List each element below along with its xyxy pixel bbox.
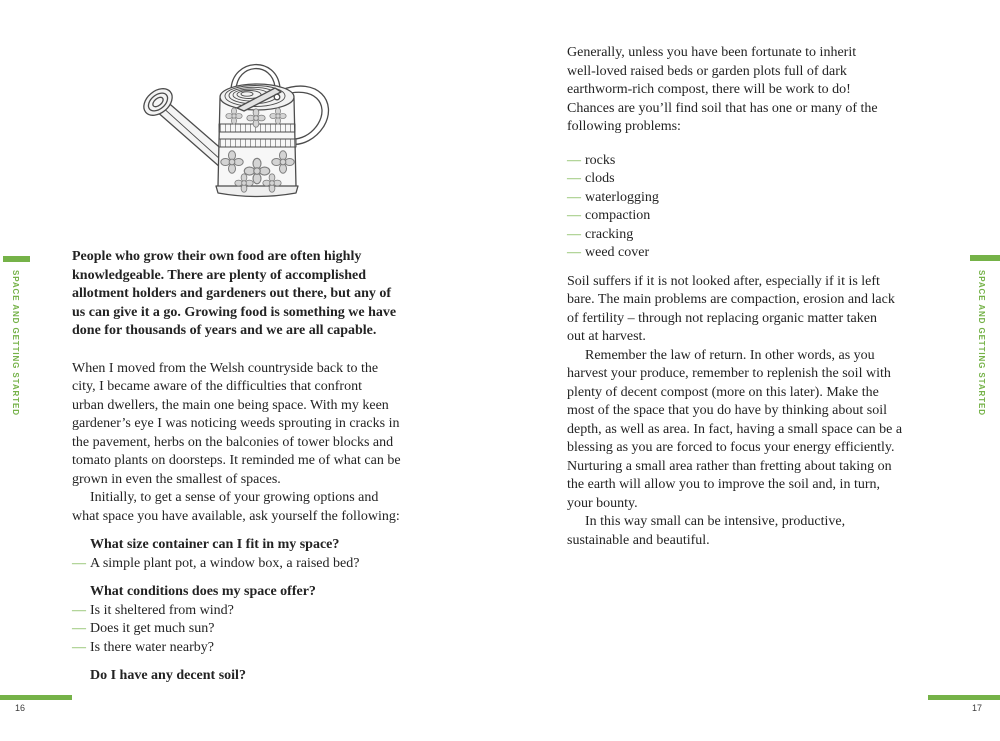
- list-item-text: Is there water nearby?: [90, 639, 214, 655]
- dash-bullet-icon: —: [72, 621, 86, 636]
- list-item-text: waterlogging: [585, 189, 659, 205]
- text-line: most of the space that you do have by thinking about soil: [567, 403, 888, 418]
- list-item-text: cracking: [585, 226, 634, 242]
- dash-bullet-icon: —: [567, 226, 581, 242]
- text-line: Remember the law of return. In other words, as you: [585, 347, 875, 363]
- text-line: us can give it a go. Growing food is something we have: [72, 304, 397, 320]
- text-line: the earth will allow you to improve the soil and, in turn,: [567, 477, 880, 492]
- list-item-text: Is it sheltered from wind?: [90, 602, 234, 618]
- text-line: When I moved from the Welsh countryside back to the: [72, 360, 379, 376]
- question-block-soil: [72, 667, 487, 686]
- list-item: [567, 152, 995, 171]
- text-line: urban dwellers, the main one being space. With my keen: [72, 397, 389, 413]
- left-page-text-column: [72, 248, 487, 686]
- text-line: knowledgeable. There are plenty of accomplished: [72, 267, 366, 283]
- text-line: sustainable and beautiful.: [567, 532, 710, 548]
- text-line: out at harvest.: [567, 329, 646, 344]
- text-line: plenty of decent compost (more on this later). Make the: [567, 384, 879, 400]
- text-line: city, I became aware of the difficulties that confront: [72, 379, 362, 394]
- lead-paragraph: [72, 248, 487, 341]
- text-line: blessing as you are forced to focus your energy efficiently.: [567, 440, 895, 455]
- text-line: Soil suffers if it is not looked after, especially if it is left: [567, 273, 880, 289]
- list-item: [567, 207, 995, 226]
- text-line: the pavement, herbs on the balconies of tower blocks and: [72, 434, 394, 450]
- list-item: [567, 244, 995, 263]
- right-chapter-sidebar-label: SPACE AND GETTING STARTED: [977, 270, 986, 416]
- paragraph-when-i-moved: [72, 360, 487, 490]
- list-item-text: Does it get much sun?: [90, 621, 215, 636]
- text-line: of fertility – through not replacing organic matter taken: [567, 310, 877, 326]
- list-item: [72, 602, 487, 621]
- list-item: [72, 555, 487, 574]
- left-chapter-sidebar-label: SPACE AND GETTING STARTED: [11, 270, 20, 416]
- list-item: [567, 170, 995, 189]
- dash-bullet-icon: —: [72, 602, 86, 618]
- list-item: [567, 189, 995, 208]
- question-block-container-size: [72, 536, 487, 573]
- paragraph-soil-suffers: [567, 273, 995, 347]
- paragraph-generally: [567, 44, 995, 137]
- text-line: done for thousands of years and we are all capable.: [72, 323, 377, 338]
- text-line: gardener’s eye I was noticing weeds sprouting in cracks in: [72, 416, 400, 431]
- text-line: earthworm-rich compost, there will be work to do!: [567, 82, 851, 97]
- paragraph-in-this-way: [567, 513, 995, 550]
- dash-bullet-icon: —: [567, 171, 581, 186]
- list-item-text: rocks: [585, 152, 616, 168]
- page-number-right: 17: [972, 703, 983, 713]
- question-items: [72, 602, 487, 658]
- list-item-text: compaction: [585, 208, 651, 223]
- watering-can-illustration: [128, 40, 344, 218]
- watering-can-icon: [128, 40, 344, 218]
- text-line: following problems:: [567, 119, 681, 134]
- list-item: [567, 226, 995, 245]
- paragraph-initially: [72, 489, 487, 526]
- text-line: Chances are you’ll find soil that has one or many of the: [567, 100, 878, 116]
- text-line: Generally, unless you have been fortunate to inherit: [567, 45, 857, 60]
- text-line: tomato plants on doorsteps. It reminded me of what can be: [72, 453, 401, 468]
- dash-bullet-icon: —: [567, 245, 581, 260]
- text-line: well-loved raised beds or garden plots full of dark: [567, 63, 847, 79]
- list-item-text: weed cover: [585, 245, 650, 260]
- dash-bullet-icon: —: [72, 555, 86, 571]
- text-line: depth, as well as area. In fact, having a small space can be a: [567, 421, 903, 437]
- text-line: your bounty.: [567, 495, 638, 511]
- question-heading: What size container can I fit in my space?: [90, 537, 340, 552]
- text-line: Nurturing a small area rather than fretting about taking on: [567, 458, 892, 474]
- list-item: [72, 639, 487, 658]
- left-accent-bar: [3, 256, 30, 262]
- question-block-conditions: [72, 583, 487, 657]
- text-line: bare. The main problems are compaction, erosion and lack: [567, 292, 895, 307]
- question-heading: What conditions does my space offer?: [90, 584, 316, 599]
- text-line: In this way small can be intensive, productive,: [585, 514, 846, 529]
- right-footer-accent-bar: [928, 695, 1000, 700]
- soil-problems-list: [567, 152, 995, 263]
- text-line: grown in even the smallest of spaces.: [72, 471, 281, 487]
- paragraph-law-of-return: [567, 347, 995, 514]
- dash-bullet-icon: —: [72, 639, 86, 655]
- text-line: Initially, to get a sense of your growing options and: [90, 490, 379, 505]
- right-page-text-column: [567, 44, 995, 550]
- left-footer-accent-bar: [0, 695, 72, 700]
- list-item: [72, 620, 487, 639]
- question-heading: Do I have any decent soil?: [90, 668, 246, 683]
- dash-bullet-icon: —: [567, 208, 581, 223]
- page-number-left: 16: [15, 703, 26, 713]
- list-item-text: A simple plant pot, a window box, a raised bed?: [90, 555, 360, 571]
- dash-bullet-icon: —: [567, 189, 581, 205]
- text-line: harvest your produce, remember to replenish the soil with: [567, 366, 891, 381]
- text-line: People who grow their own food are often highly: [72, 249, 362, 264]
- list-item-text: clods: [585, 171, 615, 186]
- dash-bullet-icon: —: [567, 152, 581, 168]
- text-line: allotment holders and gardeners out there, but any of: [72, 286, 392, 301]
- question-items: [72, 555, 487, 574]
- text-line: what space you have available, ask yourself the following:: [72, 508, 400, 524]
